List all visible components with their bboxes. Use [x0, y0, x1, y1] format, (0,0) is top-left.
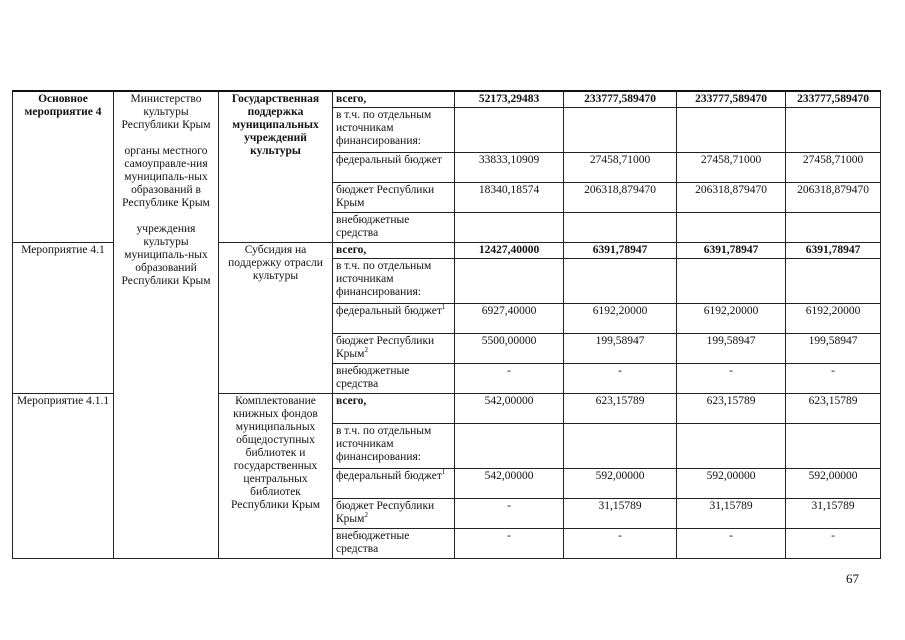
value-cell: [677, 424, 786, 469]
value-cell: [786, 304, 881, 334]
value-cell: [455, 213, 564, 243]
event-name-cell: [13, 91, 114, 243]
value-cell: [677, 259, 786, 304]
footnote-mark: 1: [441, 303, 446, 312]
value: -: [507, 365, 511, 377]
footnote-mark: 2: [364, 346, 368, 355]
value: 12427,40000: [478, 244, 540, 256]
source-label: в т.ч. по отдельным источникам финансирования:: [336, 425, 432, 463]
source-label-cell: [333, 153, 455, 183]
value-cell: [786, 334, 881, 364]
table-row: [13, 91, 881, 108]
value: 542,00000: [484, 395, 534, 407]
value: 592,00000: [595, 470, 645, 482]
value: 233777,589470: [584, 93, 656, 105]
value-cell: [677, 243, 786, 259]
value: 33833,10909: [478, 154, 540, 166]
source-label-cell: [333, 364, 455, 394]
source-label-cell: [333, 394, 455, 424]
value: 27458,71000: [589, 154, 651, 166]
event-title: Государственная поддержка муниципальных учреждений культуры: [231, 93, 320, 157]
source-label-cell: [333, 424, 455, 469]
source-label: всего,: [336, 395, 367, 407]
source-label: бюджет Республики Крым: [336, 500, 435, 525]
value: -: [507, 530, 511, 542]
value: 6927,40000: [481, 305, 537, 317]
value-cell: [677, 304, 786, 334]
value: 542,00000: [484, 470, 534, 482]
event-title: Субсидия на поддержку отрасли культуры: [228, 244, 323, 282]
value-cell: [455, 153, 564, 183]
value-cell: [677, 91, 786, 108]
value: 233777,589470: [695, 93, 767, 105]
source-label: федеральный бюджет: [336, 305, 442, 317]
value-cell: [564, 469, 677, 499]
source-label-cell: [333, 334, 455, 364]
value-cell: [564, 304, 677, 334]
value-cell: [786, 529, 881, 559]
source-label: внебюджетные средства: [336, 530, 410, 555]
value-cell: [786, 469, 881, 499]
value: 6391,78947: [703, 244, 759, 256]
event-name-cell: [13, 243, 114, 394]
value-cell: [677, 334, 786, 364]
source-label: бюджет Республики Крым: [336, 335, 435, 360]
value-cell: [564, 529, 677, 559]
value-cell: [677, 364, 786, 394]
executor-ministry: Министерство культуры Республики Крым: [121, 93, 211, 131]
value-cell: [677, 153, 786, 183]
value-cell: [786, 364, 881, 394]
executor-cell: [114, 91, 219, 559]
source-label-cell: [333, 469, 455, 499]
source-label: федеральный бюджет: [336, 154, 442, 166]
value: 206318,879470: [584, 184, 656, 196]
source-label: федеральный бюджет: [336, 470, 442, 482]
value: 5500,00000: [481, 335, 537, 347]
value-cell: [564, 108, 677, 153]
value: -: [729, 530, 733, 542]
source-label: внебюджетные средства: [336, 365, 410, 390]
value: 199,58947: [808, 335, 858, 347]
value-cell: [677, 469, 786, 499]
value-cell: [455, 364, 564, 394]
executor-culture-institutions: учреждения культуры муниципаль-ных образований Республики Крым: [121, 223, 211, 287]
value-cell: [455, 183, 564, 213]
source-label-cell: [333, 183, 455, 213]
value-cell: [677, 394, 786, 424]
value-cell: [564, 394, 677, 424]
executor-local-authorities: органы местного самоуправле-ния муниципаль-ных образований в Республике Крым: [122, 145, 210, 209]
value-cell: [786, 394, 881, 424]
value: -: [618, 365, 622, 377]
event-title: Комплектование книжных фондов муниципальных общедоступных библиотек и государственных центральных библиотек Республики Крым: [231, 395, 320, 511]
event-name-cell: [13, 394, 114, 559]
value: 623,15789: [595, 395, 645, 407]
budget-table: [12, 90, 881, 559]
value: 27458,71000: [700, 154, 762, 166]
event-name: Основное мероприятие 4: [24, 93, 102, 118]
value-cell: [564, 243, 677, 259]
value-cell: [786, 183, 881, 213]
value-cell: [677, 108, 786, 153]
value: -: [618, 530, 622, 542]
event-title-cell: [219, 394, 333, 559]
value: 52173,29483: [478, 93, 540, 105]
source-label-cell: [333, 213, 455, 243]
value: -: [831, 530, 835, 542]
source-label-cell: [333, 304, 455, 334]
value-cell: [786, 108, 881, 153]
source-label-cell: [333, 529, 455, 559]
value-cell: [455, 91, 564, 108]
value: 6192,20000: [805, 305, 861, 317]
source-label-cell: [333, 243, 455, 259]
value-cell: [786, 259, 881, 304]
value: 592,00000: [706, 470, 756, 482]
value-cell: [564, 91, 677, 108]
source-label-cell: [333, 91, 455, 108]
value-cell: [786, 499, 881, 529]
value-cell: [455, 108, 564, 153]
page-number: 67: [846, 571, 859, 586]
value-cell: [786, 424, 881, 469]
value: 623,15789: [808, 395, 858, 407]
value-cell: [677, 213, 786, 243]
event-title-cell: [219, 243, 333, 394]
value: 592,00000: [808, 470, 858, 482]
value-cell: [455, 304, 564, 334]
value-cell: [564, 334, 677, 364]
value-cell: [677, 183, 786, 213]
value-cell: [455, 499, 564, 529]
footnote-mark: 1: [441, 468, 446, 477]
value: 31,15789: [709, 500, 753, 512]
value-cell: [455, 243, 564, 259]
value: 206318,879470: [695, 184, 767, 196]
value-cell: [786, 243, 881, 259]
value-cell: [455, 259, 564, 304]
event-title-cell: [219, 91, 333, 243]
value-cell: [677, 499, 786, 529]
value: 27458,71000: [802, 154, 864, 166]
value-cell: [786, 213, 881, 243]
source-label-cell: [333, 499, 455, 529]
value: 206318,879470: [797, 184, 869, 196]
value: 199,58947: [706, 335, 756, 347]
value: 233777,589470: [797, 93, 869, 105]
value-cell: [677, 529, 786, 559]
value: 623,15789: [706, 395, 756, 407]
source-label: внебюджетные средства: [336, 214, 410, 239]
value: 6192,20000: [592, 305, 648, 317]
value-cell: [564, 499, 677, 529]
source-label: в т.ч. по отдельным источникам финансирования:: [336, 109, 432, 147]
source-label: в т.ч. по отдельным источникам финансирования:: [336, 260, 432, 298]
source-label: бюджет Республики Крым: [336, 184, 435, 209]
source-label-cell: [333, 259, 455, 304]
value-cell: [564, 259, 677, 304]
value: 6391,78947: [805, 244, 861, 256]
event-name: Мероприятие 4.1: [21, 244, 105, 256]
value-cell: [786, 153, 881, 183]
value: -: [507, 500, 511, 512]
value: 6391,78947: [592, 244, 648, 256]
value-cell: [455, 424, 564, 469]
value: 6192,20000: [703, 305, 759, 317]
value-cell: [455, 529, 564, 559]
source-label: всего,: [336, 244, 367, 256]
value-cell: [455, 334, 564, 364]
source-label: всего,: [336, 93, 367, 105]
source-label-cell: [333, 108, 455, 153]
value: -: [729, 365, 733, 377]
value-cell: [564, 364, 677, 394]
value-cell: [564, 153, 677, 183]
value: 199,58947: [595, 335, 645, 347]
value: 18340,18574: [478, 184, 540, 196]
footnote-mark: 2: [364, 511, 368, 520]
event-name: Мероприятие 4.1.1: [16, 395, 110, 407]
value-cell: [564, 424, 677, 469]
value-cell: [564, 183, 677, 213]
value: -: [831, 365, 835, 377]
value-cell: [455, 394, 564, 424]
value-cell: [786, 91, 881, 108]
value: 31,15789: [598, 500, 642, 512]
value-cell: [564, 213, 677, 243]
value: 31,15789: [811, 500, 855, 512]
value-cell: [455, 469, 564, 499]
